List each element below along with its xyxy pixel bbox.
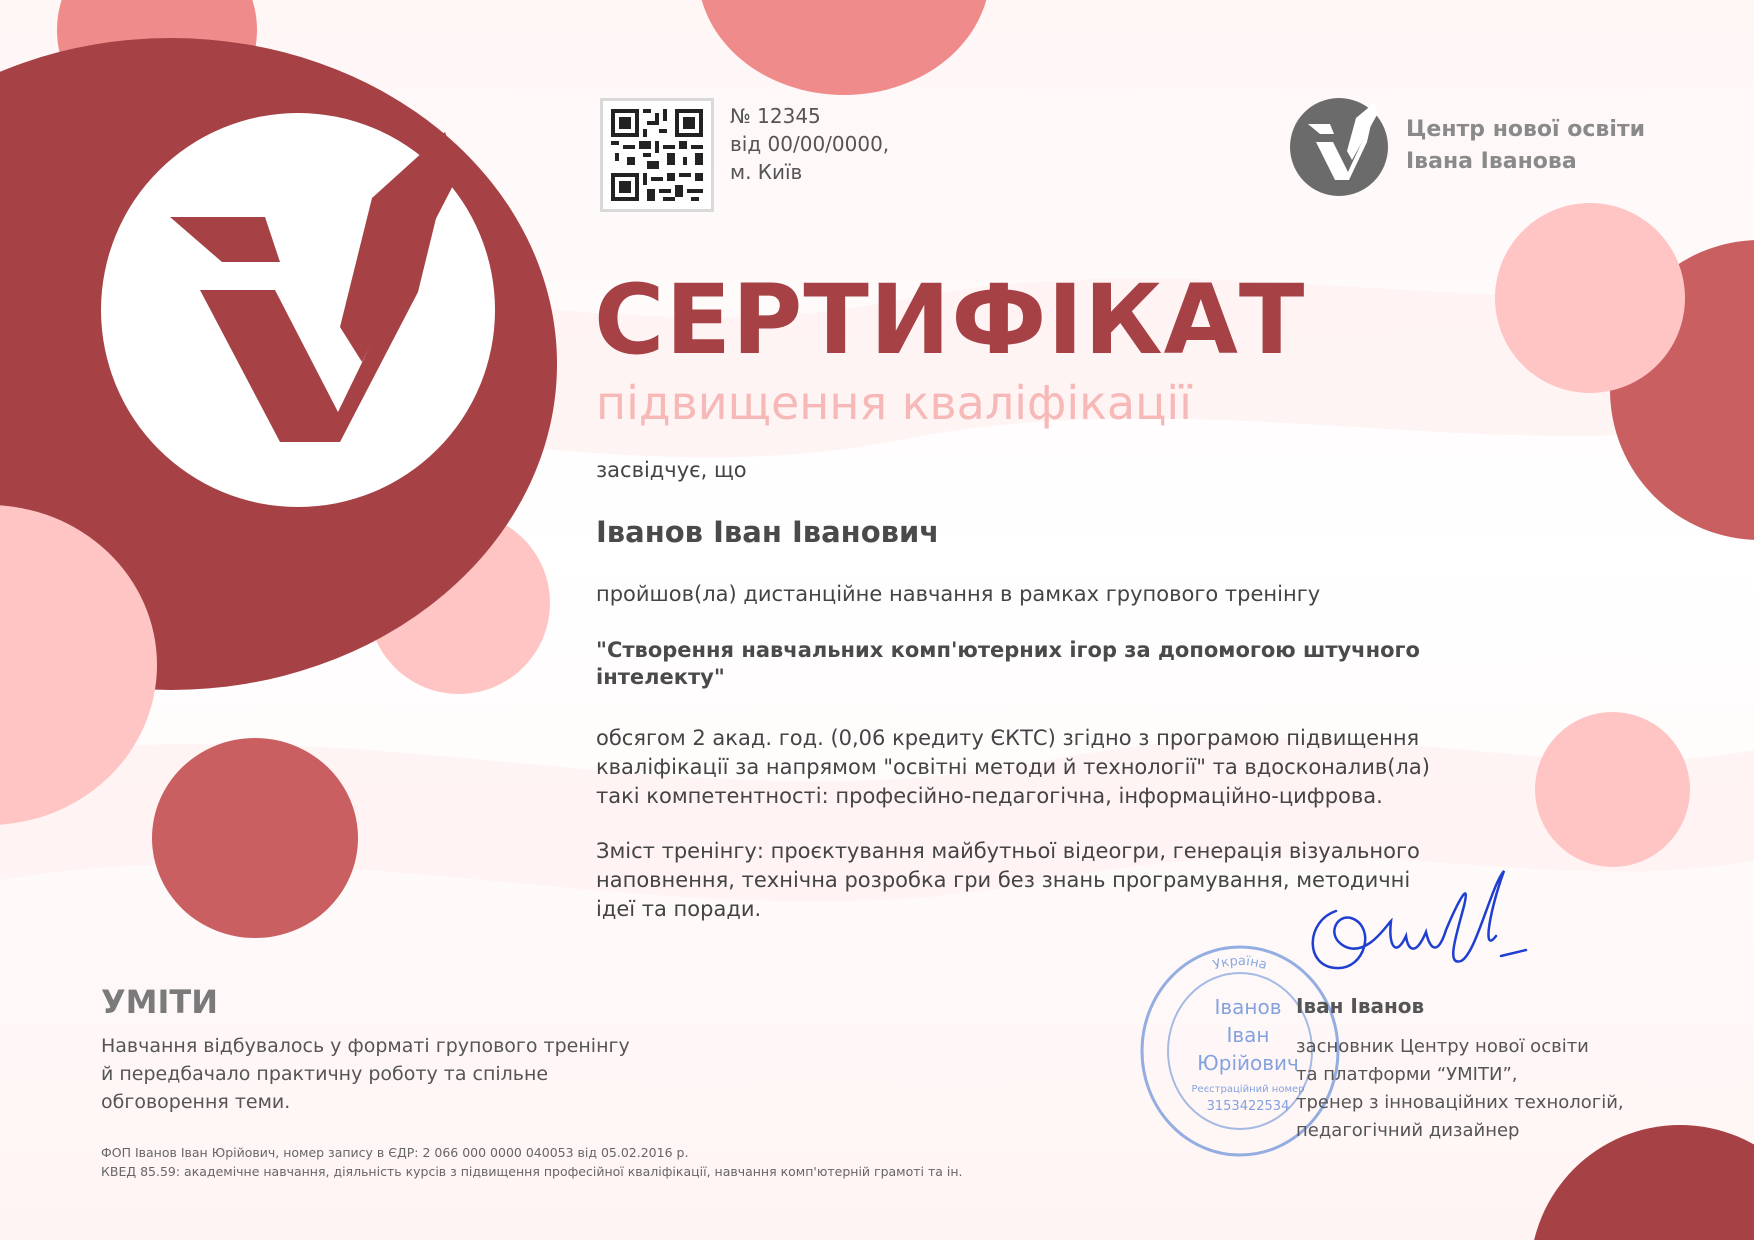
qr-code-icon <box>603 101 711 209</box>
stamp-line: Іван <box>1226 1023 1270 1047</box>
signatory-name: Іван Іванов <box>1296 994 1425 1018</box>
volume-paragraph <box>596 724 1430 811</box>
certificate-title: СЕРТИФІКАТ <box>594 264 1306 376</box>
signatory-role-line: засновник Центру нової освіти <box>1296 1036 1589 1057</box>
legal-info <box>101 1143 963 1181</box>
certificate-meta <box>730 102 889 186</box>
completion-text: пройшов(ла) дистанційне навчання в рамках групового тренінгу <box>596 582 1321 606</box>
stamp-ring-text: Україна <box>1211 953 1269 974</box>
certificate-number: № 12345 <box>730 104 821 128</box>
course-title-line: "Створення навчальних комп'ютерних ігор за допомогою штучного <box>596 638 1420 662</box>
course-title-line: інтелекту" <box>596 665 725 689</box>
umiti-line: й передбачало практичну роботу та спільне <box>101 1063 549 1085</box>
umiti-title: УМІТИ <box>101 983 219 1021</box>
umiti-line: Навчання відбувалось у форматі групового тренінгу <box>101 1035 630 1057</box>
volume-line: кваліфікації за напрямом "освітні методи й технології" та вдосконалив(ла) <box>596 755 1430 779</box>
brand-name <box>1406 114 1645 178</box>
stamp-line: Юрійович <box>1197 1051 1299 1075</box>
legal-line: ФОП Іванов Іван Юрійович, номер запису в ЄДР: 2 066 000 0000 040053 від 05.02.2016 р. <box>101 1145 689 1160</box>
content-line: наповнення, технічна розробка гри без знань програмування, методичні <box>596 868 1411 892</box>
handwritten-signature <box>1296 866 1536 996</box>
signatory-role <box>1296 1033 1624 1145</box>
decor-circle <box>1495 203 1685 393</box>
logo-mark-icon <box>100 112 496 508</box>
content-line: Зміст тренінгу: проєктування майбутньої відеогри, генерація візуального <box>596 839 1420 863</box>
certifies-text: засвідчує, що <box>596 458 747 482</box>
qr-code <box>600 98 714 212</box>
recipient-name: Іванов Іван Іванович <box>596 515 940 549</box>
content-line: ідеї та поради. <box>596 897 762 921</box>
signatory-role-line: тренер з інноваційних технологій, <box>1296 1092 1624 1113</box>
legal-line: КВЕД 85.59: академічне навчання, діяльність курсів з підвищення професійної кваліфікації, навчання комп'ютерній грамоті та ін. <box>101 1164 963 1179</box>
brand-logo-icon <box>1290 98 1388 196</box>
umiti-description <box>101 1032 630 1116</box>
volume-line: обсягом 2 акад. год. (0,06 кредиту ЄКТС) згідно з програмою підвищення <box>596 726 1420 750</box>
brand-line-1: Центр нової освіти <box>1406 117 1646 142</box>
svg-text:Україна <box>1211 954 1268 973</box>
umiti-line: обговорення теми. <box>101 1091 291 1113</box>
decor-circle <box>152 738 358 938</box>
stamp-reg-number: 3153422534 <box>1206 1099 1290 1114</box>
decor-circle <box>1535 712 1690 867</box>
volume-line: такі компетентності: професійно-педагогічна, інформаційно-цифрова. <box>596 784 1383 808</box>
certificate-city: м. Київ <box>730 160 803 184</box>
signatory-role-line: та платформи “УМІТИ”, <box>1296 1064 1518 1085</box>
signatory-role-line: педагогічний дизайнер <box>1296 1120 1520 1141</box>
brand-line-2: Івана Іванова <box>1406 149 1577 174</box>
course-title <box>596 637 1420 691</box>
certificate-date: від 00/00/0000, <box>730 132 890 156</box>
stamp-reg-label: Реєстраційний номер <box>1191 1084 1305 1095</box>
certificate-subtitle: підвищення кваліфікації <box>596 376 1192 430</box>
stamp-line: Іванов <box>1214 995 1282 1019</box>
